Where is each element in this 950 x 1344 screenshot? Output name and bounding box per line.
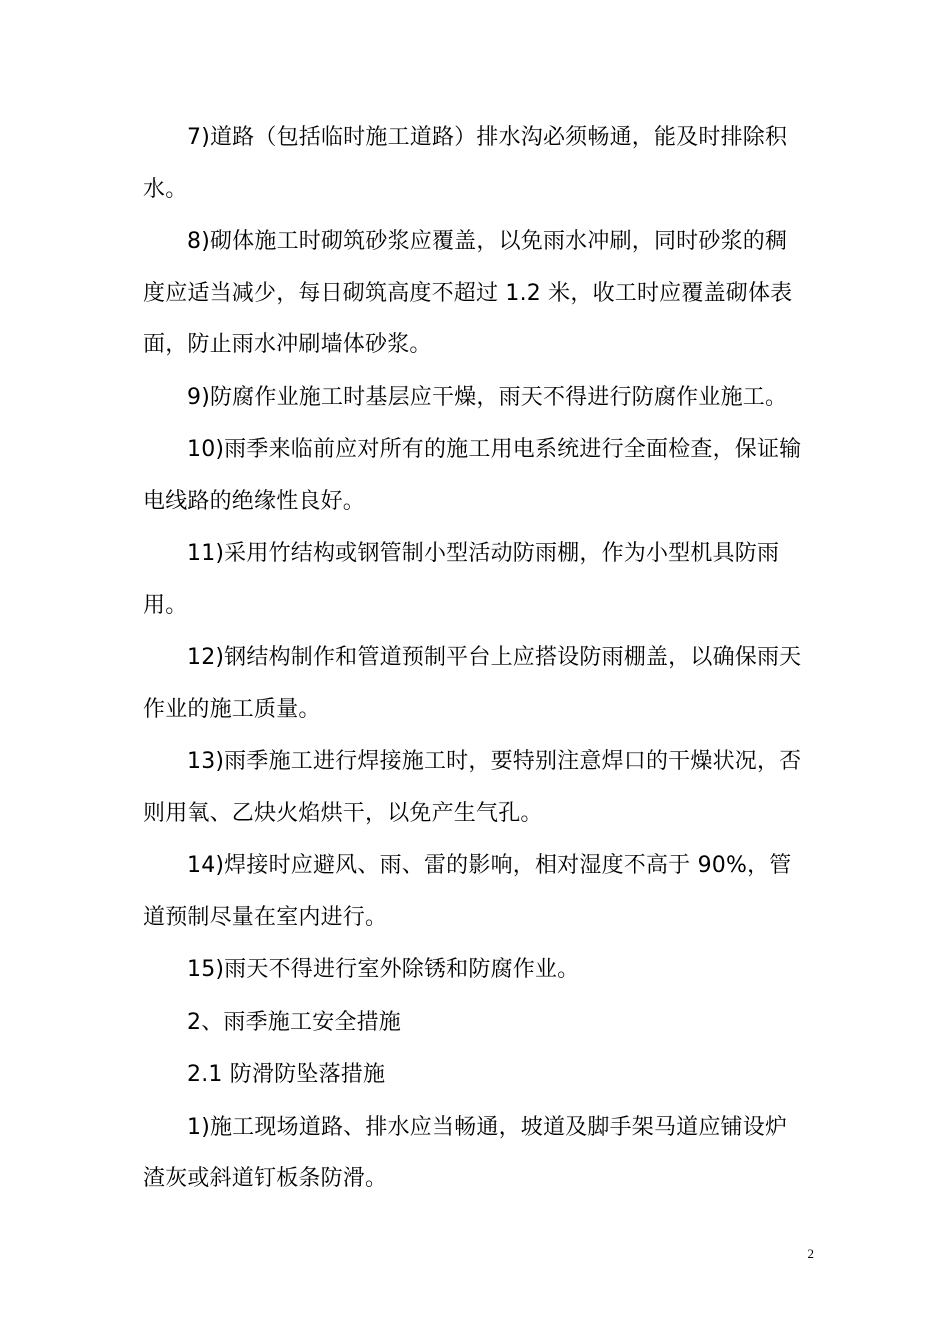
section-heading: 2、雨季施工安全措施 bbox=[187, 1009, 401, 1035]
document-body bbox=[143, 112, 805, 1206]
paragraph-item-8: 8)砌体施工时砌筑砂浆应覆盖，以免雨水冲刷，同时砂浆的稠度应适当减少，每日砌筑高度不超过 1.2 米，收工时应覆盖砌体表面，防止雨水冲刷墙体砂浆。 bbox=[143, 229, 793, 357]
subsection-heading: 2.1 防滑防坠落措施 bbox=[187, 1062, 386, 1087]
paragraph-item-9: 9)防腐作业施工时基层应干燥，雨天不得进行防腐作业施工。 bbox=[187, 384, 788, 410]
paragraph-item-7: 7)道路（包括临时施工道路）排水沟必须畅通，能及时排除积水。 bbox=[143, 125, 788, 202]
paragraph-item-15: 15)雨天不得进行室外除锈和防腐作业。 bbox=[187, 957, 580, 982]
paragraph-item-14: 14)焊接时应避风、雨、雷的影响，相对湿度不高于 90%，管道预制尽量在室内进行。 bbox=[143, 853, 792, 930]
paragraph-item-12: 12)钢结构制作和管道预制平台上应搭设防雨棚盖，以确保雨天作业的施工质量。 bbox=[143, 645, 802, 722]
paragraph-item-10: 10)雨季来临前应对所有的施工用电系统进行全面检查，保证输电线路的绝缘性良好。 bbox=[143, 437, 802, 514]
paragraph-item-11: 11)采用竹结构或钢管制小型活动防雨棚，作为小型机具防雨用。 bbox=[143, 541, 780, 618]
paragraph-item-13: 13)雨季施工进行焊接施工时，要特别注意焊口的干燥状况，否则用氧、乙炔火焰烘干，以免产生气孔。 bbox=[143, 749, 802, 826]
page-number: 2 bbox=[807, 1246, 814, 1261]
paragraph-item-1: 1)施工现场道路、排水应当畅通，坡道及脚手架马道应铺设炉渣灰或斜道钉板条防滑。 bbox=[143, 1114, 788, 1191]
